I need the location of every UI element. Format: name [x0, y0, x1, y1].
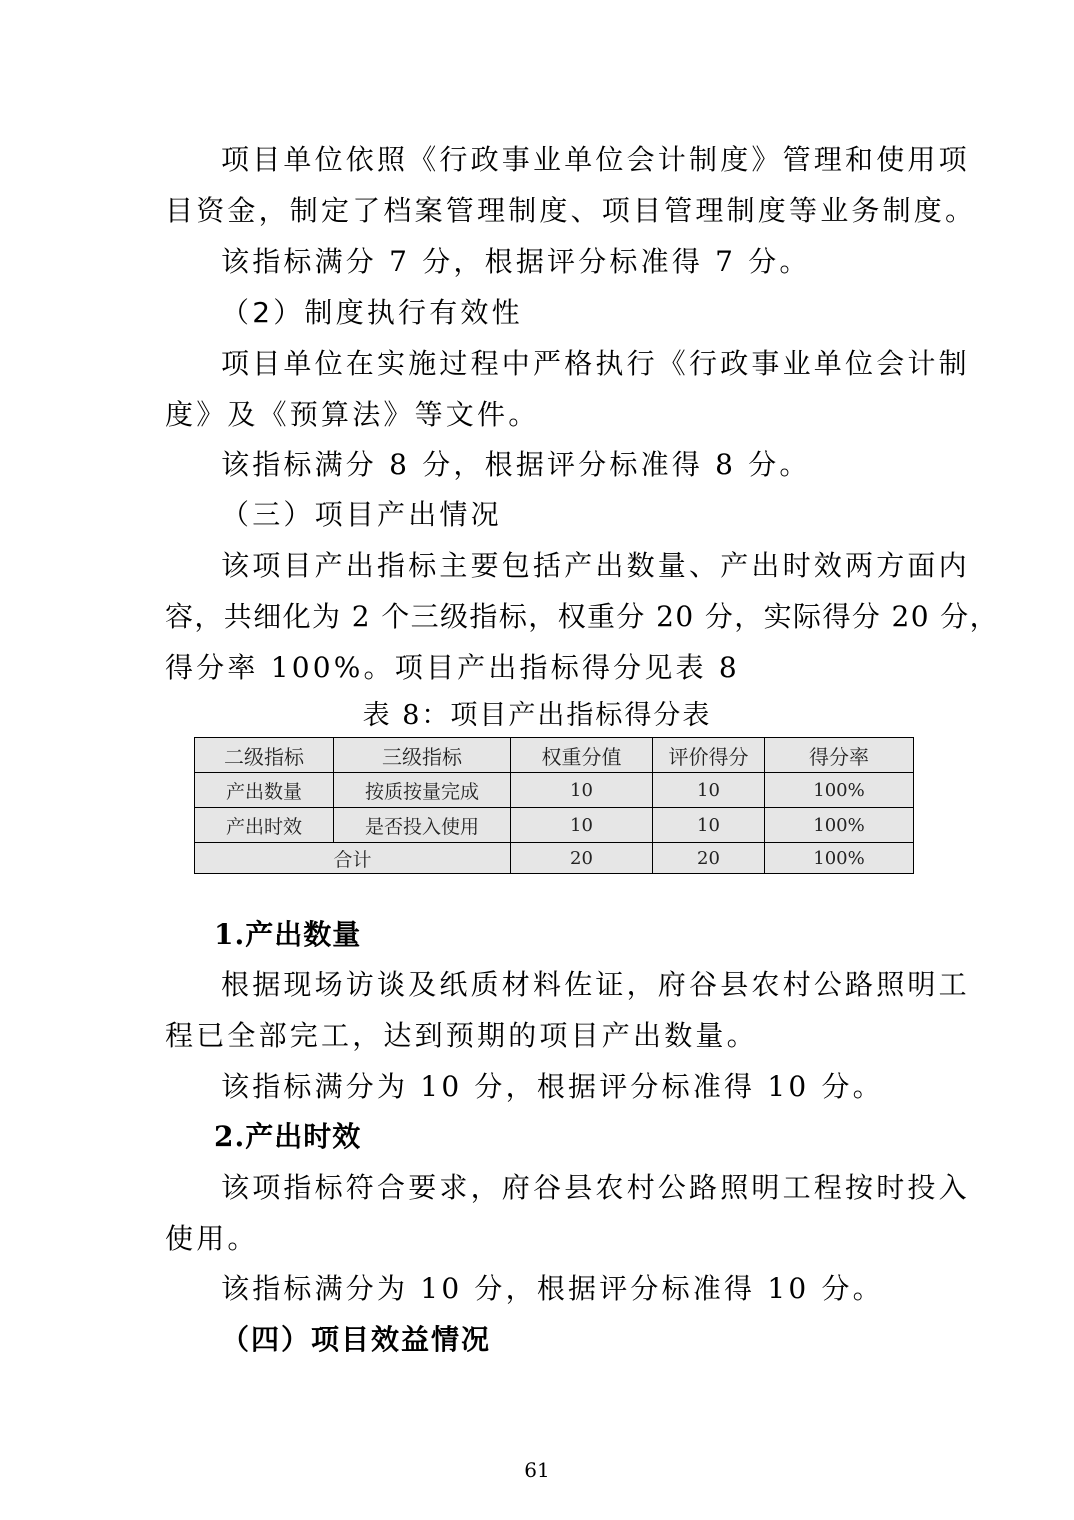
- table-total-label: 合计: [195, 843, 511, 874]
- table-header-cell: 得分率: [765, 738, 914, 773]
- paragraph-line: 该指标满分 8 分，根据评分标准得 8 分。: [221, 448, 811, 481]
- paragraph-line: 该项指标符合要求，府谷县农村公路照明工程按时投入: [221, 1171, 970, 1204]
- section-heading: （三）项目产出情况: [221, 498, 502, 531]
- paragraph-line: 容，共细化为 2 个三级指标，权重分 20 分，实际得分 20 分，: [165, 600, 1000, 633]
- paragraph-line: 目资金，制定了档案管理制度、项目管理制度等业务制度。: [165, 194, 977, 227]
- table-caption: 表 8：项目产出指标得分表: [362, 700, 712, 731]
- paragraph-line: 项目单位在实施过程中严格执行《行政事业单位会计制: [221, 347, 970, 380]
- paragraph-line: 得分率 100%。项目产出指标得分见表 8: [165, 651, 740, 684]
- section-heading: 2.产出时效: [214, 1120, 362, 1153]
- table-cell: 10: [511, 773, 653, 808]
- table-cell: 100%: [765, 808, 914, 843]
- table-cell: 是否投入使用: [334, 808, 511, 843]
- table-header-cell: 三级指标: [334, 738, 511, 773]
- table-row: [195, 773, 914, 808]
- table-cell: 10: [511, 808, 653, 843]
- paragraph-line: 项目单位依照《行政事业单位会计制度》管理和使用项: [221, 143, 970, 176]
- table-cell: 20: [511, 843, 653, 874]
- table-row: [195, 808, 914, 843]
- table-total-row: [195, 843, 914, 874]
- section-heading: 1.产出数量: [214, 918, 362, 951]
- paragraph-line: 该指标满分为 10 分，根据评分标准得 10 分。: [221, 1272, 884, 1305]
- subheading: （2）制度执行有效性: [221, 296, 523, 329]
- section-heading: （四）项目效益情况: [221, 1323, 492, 1356]
- table-cell: 按质按量完成: [334, 773, 511, 808]
- paragraph-line: 使用。: [165, 1222, 259, 1255]
- table-cell: 100%: [765, 843, 914, 874]
- paragraph-line: 该项目产出指标主要包括产出数量、产出时效两方面内: [221, 549, 970, 582]
- table-header-cell: 权重分值: [511, 738, 653, 773]
- table-cell: 产出时效: [195, 808, 334, 843]
- paragraph-line: 程已全部完工，达到预期的项目产出数量。: [165, 1019, 758, 1052]
- score-table: [194, 737, 914, 874]
- table-cell: 10: [653, 773, 765, 808]
- table-header-cell: 评价得分: [653, 738, 765, 773]
- table-header-cell: 二级指标: [195, 738, 334, 773]
- page-number: 61: [524, 1458, 550, 1482]
- paragraph-line: 度》及《预算法》等文件。: [165, 398, 540, 431]
- table-cell: 10: [653, 808, 765, 843]
- table-cell: 产出数量: [195, 773, 334, 808]
- paragraph-line: 根据现场访谈及纸质材料佐证，府谷县农村公路照明工: [221, 968, 970, 1001]
- table-cell: 20: [653, 843, 765, 874]
- paragraph-line: 该指标满分 7 分，根据评分标准得 7 分。: [221, 245, 811, 278]
- table-cell: 100%: [765, 773, 914, 808]
- table-header-row: [195, 738, 914, 773]
- paragraph-line: 该指标满分为 10 分，根据评分标准得 10 分。: [221, 1070, 884, 1103]
